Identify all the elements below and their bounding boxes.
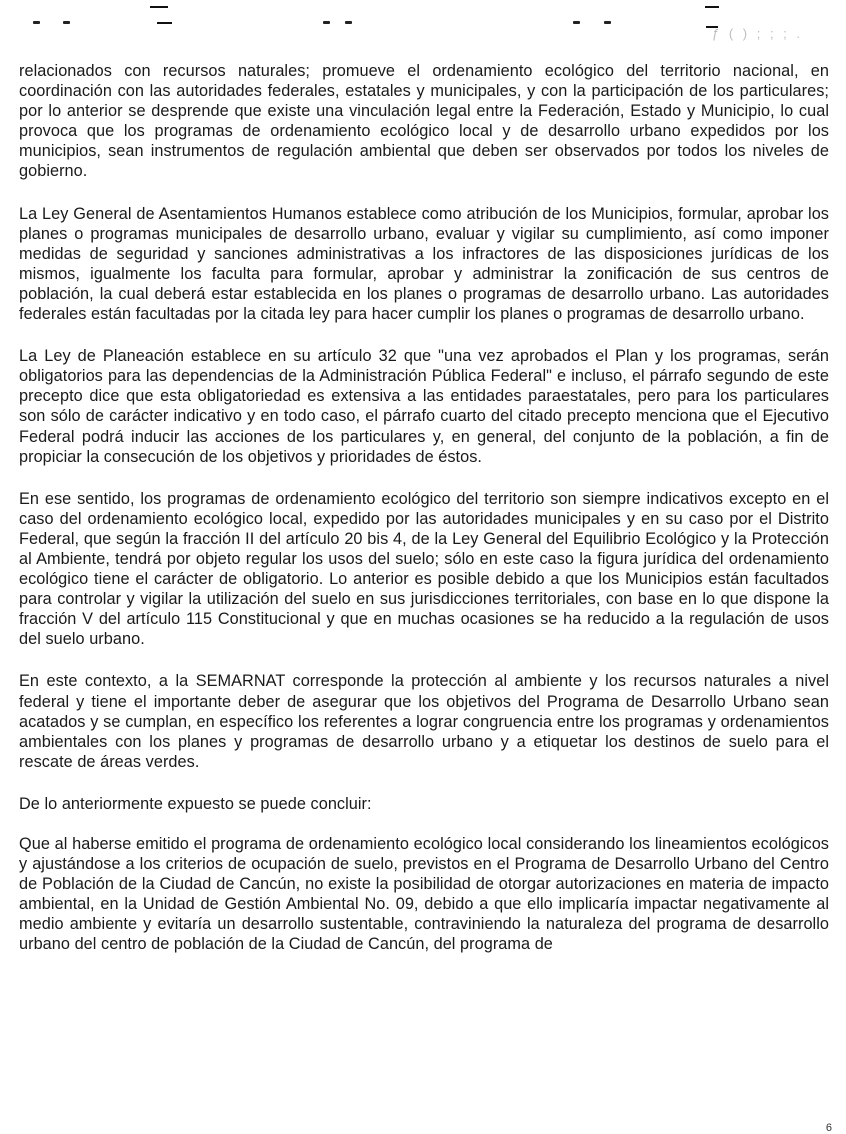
scan-artifact xyxy=(33,21,40,24)
paragraph-2: La Ley General de Asentamientos Humanos establece como atribución de los Municipios, formular, aprobar los planes o programas municipales de desarrollo urbano, evaluar y vigilar su cumplimiento, así como imponer medidas de seguridad y sanciones administrativas a los infractores de las disposiciones jurídicas de los mismos, igualmente los faculta para formular, aprobar y administrar la zonificación de sus centros de población, la cual deberá estar establecida en los planes o programas de desarrollo urbano. Las autoridades federales están facultadas por la citada ley para hacer cumplir los planes o programas de desarrollo urbano. xyxy=(19,204,829,324)
body-text xyxy=(19,61,829,977)
scan-artifact xyxy=(604,21,611,24)
paragraph-6: De lo anteriormente expuesto se puede concluir: xyxy=(19,794,372,813)
paragraph-5: En este contexto, a la SEMARNAT corresponde la protección al ambiente y los recursos naturales a nivel federal y tiene el importante deber de asegurar que los objetivos del Programa de Desarrollo Urbano sean acatados y se cumplan, en específico los referentes a lograr congruencia entre los programas y ordenamientos ambientales con los planes y programas de desarrollo urbano y a etiquetar los destinos de suelo para el rescate de áreas verdes. xyxy=(19,672,829,771)
scan-artifact xyxy=(705,6,719,8)
page-number: 6 xyxy=(825,1122,832,1134)
paragraph-4: En ese sentido, los programas de ordenamiento ecológico del territorio son siempre indicativos excepto en el caso del ordenamiento ecológico local, expedido por las autoridades municipales y en su caso por el Distrito Federal, que según la fracción II del artículo 20 bis 4, de la Ley General del Equilibrio Ecológico y la Protección al Ambiente, tendrá por objeto regular los usos del suelo; sólo en este caso la figura jurídica del ordenamiento ecológico tiene el carácter de obligatorio. Lo anterior es posible debido a que los Municipios están facultados para controlar y vigilar la utilización del suelo en sus jurisdicciones territoriales, con base en lo que dispone la fracción V del artículo 115 Constitucional y que en muchas ocasiones se ha reducido a la regulación de usos del suelo urbano. xyxy=(19,489,829,649)
scan-artifact xyxy=(345,21,352,24)
faint-header-mark: ƒ ( ) ; ; ; . xyxy=(712,26,804,41)
paragraph-7: Que al haberse emitido el programa de ordenamiento ecológico local considerando los lineamientos ecológicos y ajustándose a los criterios de ocupación de suelo, previstos en el Programa de Desarrollo Urbano del Centro de Población de la Ciudad de Cancún, no existe la posibilidad de otorgar autorizaciones en materia de impacto ambiental, en la Unidad de Gestión Ambiental No. 09, debido a que ello implicaría impactar negativamente al medio ambiente y evitaría un desarrollo sustentable, contraviniendo la naturaleza del programa de desarrollo urbano del centro de población de la Ciudad de Cancún, del programa de xyxy=(19,835,829,954)
scan-artifact xyxy=(150,6,168,8)
paragraph-1: relacionados con recursos naturales; promueve el ordenamiento ecológico del territorio nacional, en coordinación con las autoridades federales, estatales y municipales, y con la participación de los particulares; por lo anterior se desprende que existe una vinculación legal entre la Federación, Estado y Municipio, lo cual provoca que los programas de ordenamiento ecológico local y de desarrollo urbano expedidos por los municipios, sean instrumentos de regulación ambiental que deben ser observados por todos los niveles de gobierno. xyxy=(19,62,829,181)
paragraph-3: La Ley de Planeación establece en su artículo 32 que "una vez aprobados el Plan y los programas, serán obligatorios para las dependencias de la Administración Pública Federal" e incluso, el párrafo segundo de este precepto dice que esta obligatoriedad es extensiva a las entidades paraestatales, pero para los particulares son sólo de carácter indicativo y en todo caso, el párrafo cuarto del citado precepto menciona que el Ejecutivo Federal podrá inducir las acciones de los particulares y, en general, del conjunto de la población, a fin de propiciar la consecución de los objetivos y prioridades de éstos. xyxy=(19,347,829,466)
scan-artifact xyxy=(157,22,172,24)
scan-artifact xyxy=(573,21,580,24)
scan-artifact xyxy=(323,21,330,24)
scan-artifact xyxy=(63,21,70,24)
